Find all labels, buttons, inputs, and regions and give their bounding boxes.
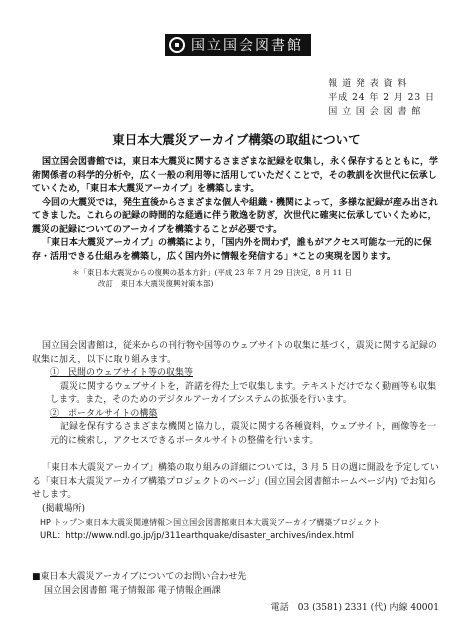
- initiatives-section: [32, 340, 444, 448]
- closing-paragraph: 「東日本大震災アーカイブ」構築の取り組みの詳細については，3 月 5 日の週に開設を予定している「東日本大震災アーカイブ構築プロジェクトのページ」(国立国会図書館ホームページ内) でお知らせします。: [32, 463, 439, 500]
- section-1-body: 震災に関するウェブサイトを，許諾を得た上で収集します。テキストだけでなく動画等も収集します。また，そのためのデジタルアーカイブシステムの拡張を行います。: [50, 381, 437, 405]
- footnote-line-2: 改訂 東日本大震災復興対策本部): [98, 279, 214, 288]
- page-title: 東日本大震災アーカイブ構築の取組について: [112, 132, 361, 147]
- meta-org: 国 立 国 会 図 書 館: [328, 107, 422, 117]
- contact-department: 国立国会図書館 電子情報部 電子情報企画課: [44, 586, 221, 596]
- intro-section: [32, 156, 444, 289]
- body-paragraph-1: 国立国会図書館は，従来からの刊行物や国等のウェブサイトの収集に基づく，震災に関する記録の収集に加え，以下に取り組みます。: [32, 341, 437, 365]
- logo-text: 国立国会図書館: [191, 38, 303, 54]
- intro-paragraph-1: 国立国会図書館では，東日本大震災に関するさまざまな記録を収集し，永く保存するとともに，学術関係者の科学的分析や，広く一般の利用等に活用していただくことで，その教訓を次世代に伝承していくため，「東日本大震災アーカイブ」を構築します。: [32, 157, 439, 194]
- footnote-line-1: ＊「東日本大震災からの復興の基本方針」(平成 23 年 7 月 29 日決定，8 月 11 日: [72, 268, 353, 277]
- meta-date: 平成 24 年 2 月 23 日: [328, 93, 435, 103]
- press-release-meta: [328, 77, 435, 119]
- contact-phone: 電話 03 (3581) 2331 (代) 内線 40001: [270, 603, 439, 613]
- closing-section: [32, 462, 444, 543]
- meta-type: 報 道 発 表 資 料: [328, 79, 408, 89]
- section-1-heading: ① 民間のウェブサイト等の収集等: [50, 368, 194, 378]
- ndl-logo: [165, 34, 311, 56]
- intro-paragraph-2: 今回の大震災では，発生直後からさまざまな個人や組織・機関によって，多様な記録が産み出されてきました。これらの記録の時間的な経過に伴う散逸を防ぎ，次世代に確実に伝承していくために，震災の記録についてのアーカイブを構築することが必要です。: [32, 197, 438, 235]
- contact-section: [32, 570, 444, 598]
- ndl-emblem-icon: [169, 37, 185, 53]
- navigation-path: HP トップ＞東日本大震災関連情報＞国立国会図書館東日本大震災アーカイブ構築プロジェクト: [40, 518, 381, 527]
- intro-paragraph-3: 「東日本大震災アーカイブ」の構築により，「国内外を問わず，誰もがアクセス可能な一元的に保存・活用できる仕組みを構築し，広く国内外に情報を発信する」*ことの実現を図ります。: [32, 238, 432, 262]
- contact-heading: ■東日本大震災アーカイブについてのお問い合わせ先: [32, 572, 247, 582]
- section-2-body: 記録を保有するさまざまな機関と協力し，震災に関する各種資料，ウェブサイト，画像等を一元的に検索し，アクセスできるポータルサイトの整備を行います。: [50, 422, 437, 446]
- archive-url-link[interactable]: URL：http://www.ndl.go.jp/jp/311earthquake/disaster_archives/index.html: [40, 530, 354, 541]
- location-label: (掲載場所): [42, 503, 86, 514]
- section-2-heading: ② ポータルサイトの構築: [50, 408, 158, 419]
